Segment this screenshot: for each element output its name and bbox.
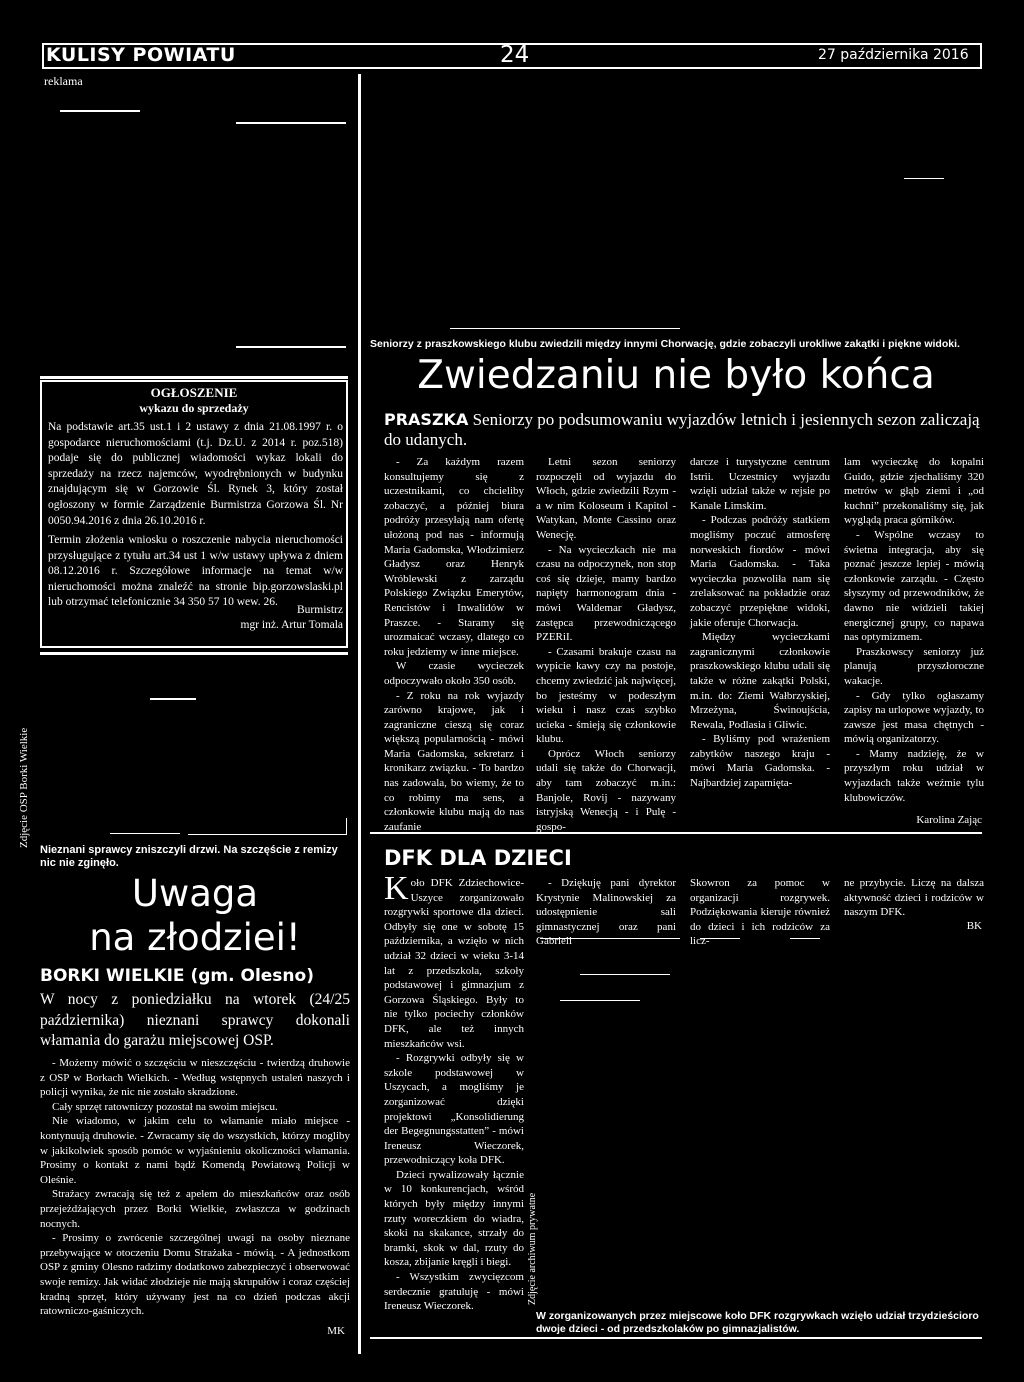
photo-rule [150,698,196,700]
article-column: Skowron za pomoc w organizacji rozgrywek. Podziękowania kieruje również do dzieci i ich rodziców za licz- [690,877,830,948]
body-paragraph: - Czasami brakuje czasu na wypicie kawy czy na postoje, chcemy zwiedzić jak najwięcej, bo jesteśmy w podeszłym wieku i nasz czas szybko ucieka - śmieją się członkowie klubu. [536,645,676,746]
body-paragraph: Nie wiadomo, w jakim celu to włamanie miało miejsce - kontynuują druhowie. - Zwracamy się do wszystkich, którzy mogliby w jakikolwiek sposób pomóc w wyjaśnieniu okoliczności włamania. Prosimy o kontakt z nami bądź Komendą Powiatową Policji w Oleśnie. [40,1115,350,1186]
photo-rule [110,833,180,834]
body-paragraph: - Rozgrywki odbyły się w szkole podstawowej w Uszycach, a mogliśmy je zorganizować dzięki projektowi „Konsolidierung der Begegnungsstatten” - mówi Ireneusz Wieczorek, przewodniczący koła DFK. [384,1052,524,1167]
photo-caption: Seniorzy z praszkowskiego klubu zwiedzili między innymi Chorwację, gdzie zobaczyli urokliwe zakątki i piękne widoki. [370,338,960,350]
photo-frame-corner [188,818,347,835]
body-paragraph: darcze i turystyczne centrum Istrii. Uczestnicy wyjazdu wzięli udział także w rejsie po Kanale Limskim. [690,456,830,512]
article-body [40,1056,350,1319]
photo-caption: W zorganizowanych przez miejscowe koło DFK rozgrywkach wzięło udział trzydzieścioro dwoje dzieci - od przedszkolaków po gimnazjalistów. [536,1310,979,1335]
notice-top-rule [40,376,348,379]
body-paragraph: - Mamy nadzieję, że w przyszłym roku udział w wyjazdach także weźmie tylu klubowiczów. [844,747,984,804]
notice-signature-role: Burmistrz [297,604,343,616]
ad-label: reklama [44,74,83,88]
dfk-photo-rule [580,974,670,975]
ad-rule [236,122,346,124]
body-paragraph: - Podczas podróży statkiem mogliśmy poczuć atmosferę norweskich fiordów - mówi Maria Gadomska. - Taka wycieczka pozwoliła nam się zrelaksować na pokładzie oraz zobaczyć przepiękne widoki, jakie oferuje Chorwacja. [690,514,830,629]
article-location: BORKI WIELKIE (gm. Olesno) [40,966,314,986]
body-paragraph: - Możemy mówić o szczęściu w nieszczęściu - twierdzą druhowie z OSP w Borkach Wielkich. - Według wstępnych ustaleń naszych i policji wynika, że nic nie zostało skradzione. [40,1057,350,1099]
article-column: - Dziękuję pani dyrektor Krystynie Malinowskiej za udostępnienie sali gimnastycznej oraz pani Gabrieli [536,877,676,948]
body-paragraph: Strażacy zwracają się też z apelem do mieszkańców oraz osób przejeżdżających przez Borki Wielkie, zwłaszcza w godzinach nocnych. [40,1188,350,1230]
ad-rule [904,178,944,179]
ad-rule [236,346,346,348]
body-paragraph: - Z roku na rok wyjazdy zarówno krajowe, jak i zagraniczne cieszą się coraz większą popularnością - mówi Maria Gadomska, sekretarz i kronikarz związku. - To bardzo nas zadowala, bo wiemy, że to co robimy ma sens, a członkowie klubu mają do nas zaufanie [384,689,524,833]
notice-signature-name: mgr inż. Artur Tomala [240,619,343,631]
body-paragraph: - Wszystkim zwycięzcom serdecznie gratuluję - mówi Ireneusz Wieczorek. [384,1271,524,1313]
photo-credit: Zdjęcie OSP Borki Wielkie [18,727,30,848]
article-headline: DFK DLA DZIECI [384,846,572,870]
article-lead: W nocy z poniedziałku na wtorek (24/25 października) nieznani sprawcy dokonali włamania do garażu miejscowej OSP. [40,991,350,1049]
article-column [690,455,830,791]
article-column: ne przybycie. Liczę na dalsza aktywność dzieci i rodziców w naszym DFK. [844,877,984,919]
body-paragraph: lam wycieczkę do kopalni Guido, gdzie zjechaliśmy 320 metrów w głąb ziemi i „od kuchni” przekonaliśmy się, jak wyglądą praca górników. [844,456,984,527]
photo-caption: Nieznani sprawcy zniszczyli drzwi. Na szczęście z remizy nic nie zginęło. [40,844,338,869]
article-author: MK [327,1325,345,1337]
publication-name: KULISY POWIATU [46,44,236,66]
notice-title: OGŁOSZENIE [150,385,238,400]
column-divider [358,74,361,1354]
body-paragraph: - Byliśmy pod wrażeniem zabytków naszego kraju - mówi Maria Gadomska. - Najbardziej zapamięta- [690,733,830,790]
article-location: PRASZKA [384,410,469,429]
article-author: BK [966,920,982,932]
body-paragraph: Oprócz Włoch seniorzy udali się także do Chorwacji, aby tam zobaczyć m.in.: Banjole, Rovij - nazywany istryjską Wenecją - i Pulę - gospo- [536,747,676,833]
article-headline [40,872,350,960]
bottom-divider [370,1337,982,1339]
page-number: 24 [500,42,530,68]
body-paragraph: - Wspólne wczasy to świetna integracja, aby się poznać jeszcze lepiej - mówią członkowie zarządu. - Często słyszymy od przewodników, że dawno nie widzieli takiej energicznej grupy, co napawa nas optymizmem. [844,528,984,644]
article-lead [384,410,982,450]
body-paragraph: - Gdy tylko ogłaszamy zapisy na urlopowe wyjazdy, to zawsze jest masa chętnych - mówią organizatorzy. [844,689,984,746]
body-paragraph: Praszkowscy seniorzy już planują przyszłoroczne wakacje. [844,645,984,687]
headline-line: Uwaga [131,872,259,915]
notice-paragraph: Termin złożenia wniosku o roszczenie nabycia nieruchomości przysługujące z tytułu art.34 ust 1 w/w ustawy upływa z dniem 08.12.2016 r. Szczegółowe informacje na temat w/w nieruchomości można znaleźć na stronie bip.gorzowslaski.pl lub otrzymać telefonicznie 34 350 57 10 wew. 26. [48,534,343,609]
notice-subtitle: wykazu do sprzedaży [139,401,249,415]
issue-date: 27 października 2016 [818,47,969,63]
paragraph-text: oło DFK Zdziechowice-Uszyce zorganizowało rozgrywki sportowe dla dzieci. Odbyły się one w sobotę 15 października, a wzięło w nich udział 32 dzieci w wieku 3-14 lat z przedszkola, szkoły podstawowej i gimnazjum z Gorzowa Śląskiego. Były to nie tylko pociechy członków DFK, ale też innych mieszkańców wsi. [384,877,524,1050]
drop-cap: K [384,870,409,907]
article-column [536,455,676,834]
article-column [384,455,524,834]
photo-rule [450,328,680,329]
lead-text: Seniorzy po podsumowaniu wyjazdów letnich i jesiennych sezon zaliczają do udanych. [384,410,980,449]
body-paragraph: - Za każdym razem konsultujemy się z uczestnikami, co chcieliby zobaczyć, a później biura podróży przesyłają nam ofertę ułożoną pod nas - informują Maria Gadomska, Włodzimierz Gładysz oraz Henryk Wróblewski z zarządu Polskiego Związku Emerytów, Rencistów i Inwalidów w Praszce. - Staramy się urozmaicać wczasy, dlatego co roku jedziemy w inne miejsce. [384,456,524,658]
photo-credit: Zdjęcie archiwum prywatne [527,1192,538,1305]
body-paragraph: Między wycieczkami zagranicznymi członkowie praszkowskiego klubu udali się także w różne zakątki Polski, m.in. do: Ziemi Wałbrzyskiej, Mrzeżyna, Świnoujścia, Rewala, Podlasia i Gliwic. [690,631,830,731]
article-column [844,455,984,805]
article-author: Karolina Zając [916,814,982,826]
article-column [384,870,524,1314]
body-paragraph: Cały sprzęt ratowniczy pozostał na swoim miejscu. [52,1100,278,1113]
body-paragraph: W czasie wycieczek odpoczywało około 350 osób. [384,660,524,687]
article-headline: Zwiedzaniu nie było końca [417,353,935,398]
ad-rule [60,110,140,112]
body-paragraph: - Prosimy o zwrócenie szczególnej uwagi na osoby nieznane przebywające w otoczeniu Domu Strażaka - mówią. - A jednostkom OSP z gminy Olesno radzimy dodatkowo zabezpieczyć i obserwować swoje remizy. Jak widać złodzieje nie mają skrupułów i coraz częściej kradną sprzęt, który używany jest na co dzień podczas akcji ratowniczo-gaśniczych. [40,1232,350,1318]
dfk-photo-rule [560,1000,640,1001]
body-paragraph: - Na wycieczkach nie ma czasu na odpoczynek, non stop coś się dzieje, mamy bardzo napięty harmonogram dnia - mówi Waldemar Gładysz, zastępca przewodniczącego PZERiI. [536,543,676,644]
notice-bottom-rule [40,652,348,655]
body-paragraph: Dzieci rywalizowały łącznie w 10 konkurencjach, wśród których były między innymi rzuty woreczkiem do wiadra, skoki na skakance, strzały do bramki, skok w dal, rzuty do kosza, zbijanie kręgli i biegi. [384,1168,524,1269]
body-paragraph [384,870,524,1051]
headline-line: na złodziei! [89,916,301,959]
body-paragraph: Letni sezon seniorzy rozpoczęli od wyjazdu do Włoch, gdzie zwiedzili Rzym - a w nim Koloseum i Kapitol - Watykan, Monte Cassino oraz Wenecję. [536,456,676,541]
notice-paragraph: Na podstawie art.35 ust.1 i 2 ustawy z dnia 21.08.1997 r. o gospodarce nieruchomościami (t.j. Dz.U. z 2014 r. poz.518) podaje się do publicznej wiadomości wykaz lokali do sprzedaży na rzecz najemców, wyodrębnionych w budynku znajdującym się w Gorzowie Śl. Rynek 3, który został ogłoszony w formie Zarządzenie Burmistrza Gorzowa Śl. Nr 0050.94.2016 z dnia 26.10.2016 r. [48,421,343,527]
